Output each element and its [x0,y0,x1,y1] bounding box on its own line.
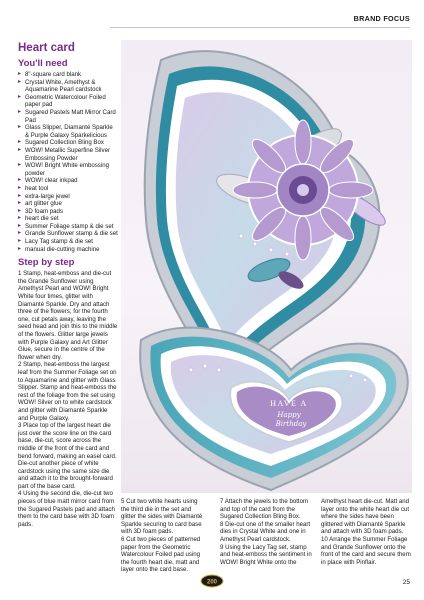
needs-item: ▸ WOW! Bright White embossing powder [18,162,118,177]
sidebar-column [18,42,118,528]
needs-item: ▸ Sugared Pastels Matt Mirror Card Pad [18,109,118,124]
needs-item: ▸ Lacy Tag stamp & die set [18,238,118,246]
needs-item: ▸ WOW! clear inkpad [18,177,118,185]
needs-item: ▸ Sugared Collection Bling Box [18,139,118,147]
steps-column-1: 1 Stamp, heat-emboss and die-cut the Grande Sunflower using Amethyst Pearl and WOW! Bright White four times, glitter with Diamanté Sparkle. Dry and attach three of the flowers; for the fourth one, cut petals away, leaving the seed head and join this to the middle of the flowers. Glitter large jewels with Purple Galaxy and Art Glitter Glue, secure in the centre of the flower when dry. 2 Stamp, heat-emboss the largest leaf from the Summer Foliage set on to Aquamarine and glitter with Glass Slipper. Stamp and heat-emboss the rest of the foliage from the set using WOW! Silver on to white cardstock and glitter with Diamanté Sparkle and Purple Galaxy. 3 Place top of the largest heart die just over the score line on the card base, die-cut, score across the middle of the front of the card and bend forward, making an easel card. Die-cut another piece of white cardstock using the same size die and attach it to the brought-forward part of the base card. 4 Using the second die, die-cut two pieces of blue matt mirror card from the Sugared Pastels pad and attach them to the card base with 3D foam pads. [18,270,118,528]
needs-item: ▸ heart die set [18,215,118,223]
needs-item: ▸ Summer Foliage stamp & die set [18,223,118,231]
needs-item: ▸ Geometric Watercolour Foiled paper pad [18,94,118,109]
sentiment-line-3: Birthday [275,420,307,428]
steps-column-3: 7 Attach the jewels to the bottom and top of the card from the Sugared Collection Bling Box. 8 Die-cut one of the smaller heart dies in Crystal White and one in Amethyst Pearl cardstock. 9 Using the Lacy Tag set, stamp and heat-emboss the sentiment in WOW! Bright White onto the [220,498,312,566]
needs-item: ▸ extra-large jewel [18,193,118,201]
issue-badge [200,574,224,588]
sentiment-line-2: Happy [277,411,301,419]
steps-column-2: 5 Cut two white hearts using the third die in the set and glitter the sides with Diamanté Sparkle securing to card base with 3D foam pads. 6 Cut two pieces of patterned paper from the Geometric Watercolour Foiled pad using the fourth heart die, matt and layer onto the card base. [121,498,203,574]
badge-text: 200 [206,579,218,586]
sentiment-line-1: HAVE A [270,399,308,408]
needs-heading: You'll need [18,58,68,69]
needs-item: ▸ manual die-cutting machine [18,246,118,254]
header-rule [110,27,410,28]
steps-heading: Step by step [18,257,75,269]
needs-item: ▸ 3D foam pads [18,208,118,216]
page-number: 25 [402,579,410,586]
needs-item: ▸ 8"-square card blank [18,71,118,79]
steps-column-4: Amethyst heart die-cut. Matt and layer onto the white heart die cut where the sides have been glittered with Diamanté Sparkle and attach with 3D foam pads. 10 Arrange the Summer Foliage and Grande Sunflower onto the front of the card and secure them in place with Pinflair. [321,498,411,566]
card-photo [121,40,412,493]
needs-item: ▸ Crystal White, Amethyst & Aquamarine Pearl cardstock [18,79,118,94]
needs-item: ▸ Glass Slipper, Diamanté Sparkle & Purple Galaxy Sparkelicious [18,124,118,139]
needs-item: ▸ heat tool [18,185,118,193]
needs-item: ▸ art glitter glue [18,200,118,208]
needs-list [18,71,118,253]
article-title: Heart card [18,42,75,54]
card-illustration [121,40,412,493]
needs-item: ▸ WOW! Metallic Superfine Silver Embossing Powder [18,147,118,162]
section-label: BRAND FOCUS [353,14,410,23]
sunflower [233,120,373,260]
needs-item: ▸ Grande Sunflower stamp & die set [18,230,118,238]
